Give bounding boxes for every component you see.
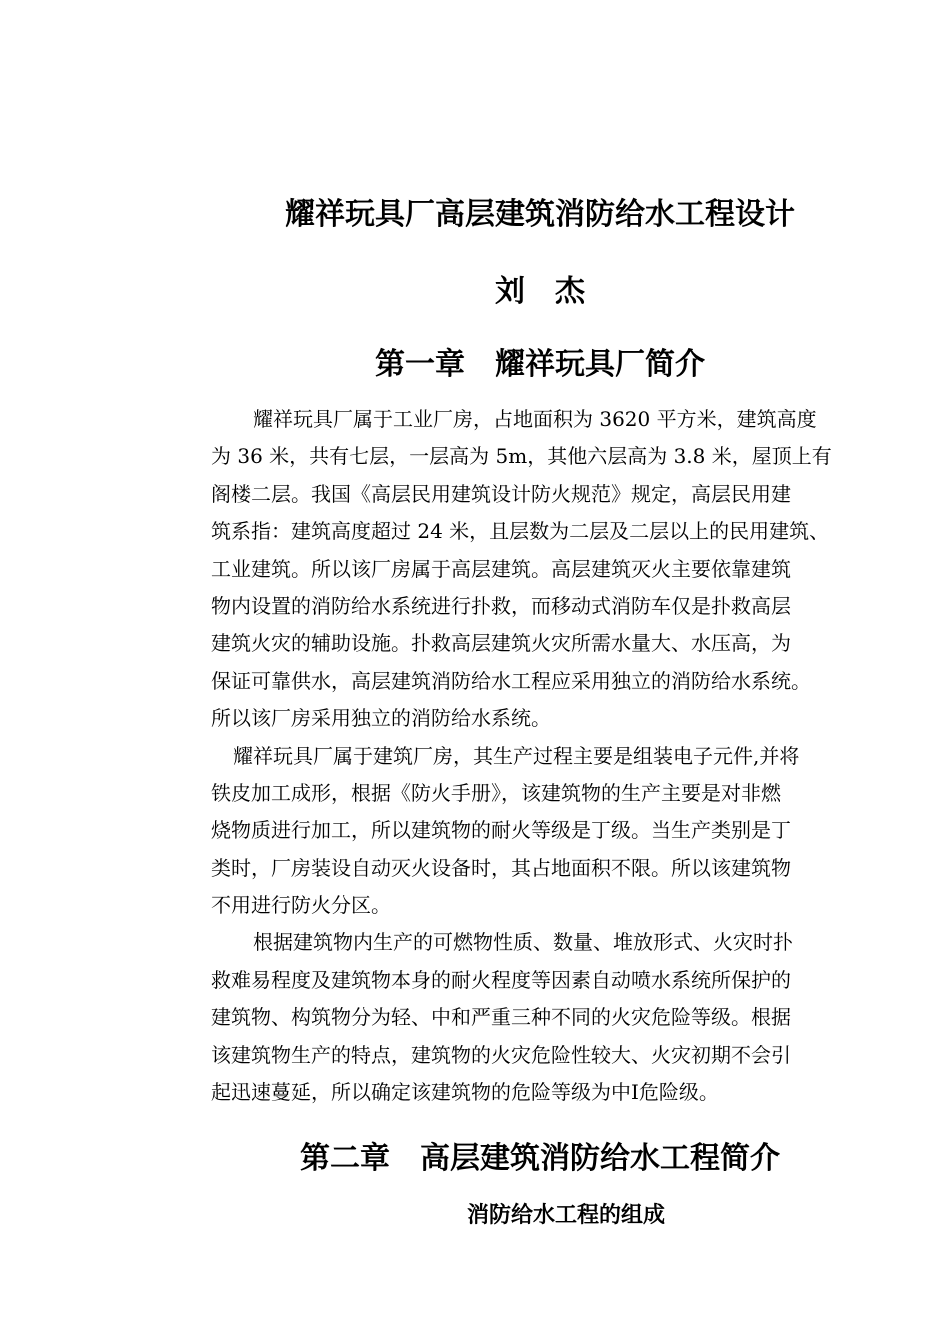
text-line: 建筑火灾的辅助设施。扑救高层建筑火灾所需水量大、水压高，为 [211, 631, 791, 656]
chapter-2-heading: 第二章 高层建筑消防给水工程简介 [300, 1141, 780, 1176]
text-line: 物内设置的消防给水系统进行扑救，而移动式消防车仅是扑救高层 [211, 593, 791, 618]
text-line: 不用进行防火分区。 [211, 893, 391, 918]
chapter-1-heading: 第一章 耀祥玩具厂简介 [375, 347, 705, 382]
text-line: 阁楼二层。我国《高层民用建筑设计防火规范》规定，高层民用建 [211, 481, 791, 506]
chapter-1-body [211, 401, 891, 1111]
text-line: 耀祥玩具厂属于工业厂房，占地面积为 3620 平方米，建筑高度 [253, 407, 817, 431]
text-line: 起迅速蔓延，所以确定该建筑物的危险等级为中Ⅰ危险级。 [211, 1080, 719, 1105]
text-line: 筑系指：建筑高度超过 24 米，且层数为二层及二层以上的民用建筑、 [211, 519, 830, 544]
author-name: 刘 杰 [495, 274, 585, 309]
text-line: 耀祥玩具厂属于建筑厂房，其生产过程主要是组装电子元件,并将 [233, 743, 800, 768]
text-line: 为 36 米，共有七层，一层高为 5m，其他六层高为 3.8 米，屋顶上有 [211, 444, 832, 469]
text-line: 该建筑物生产的特点，建筑物的火灾危险性较大、火灾初期不会引 [211, 1042, 791, 1067]
text-line: 保证可靠供水，高层建筑消防给水工程应采用独立的消防给水系统。 [211, 668, 811, 693]
text-line: 根据建筑物内生产的可燃物性质、数量、堆放形式、火灾时扑 [253, 930, 793, 955]
text-line: 类时，厂房装设自动灭火设备时，其占地面积不限。所以该建筑物 [211, 855, 791, 880]
text-line: 所以该厂房采用独立的消防给水系统。 [211, 706, 551, 731]
section-heading: 消防给水工程的组成 [466, 1202, 665, 1228]
text-line: 烧物质进行加工，所以建筑物的耐火等级是丁级。当生产类别是丁 [211, 818, 791, 843]
text-line: 救难易程度及建筑物本身的耐火程度等因素自动喷水系统所保护的 [211, 967, 791, 992]
document-title: 耀祥玩具厂高层建筑消防给水工程设计 [285, 197, 795, 232]
text-line: 工业建筑。所以该厂房属于高层建筑。高层建筑灭火主要依靠建筑 [211, 556, 791, 581]
text-line: 铁皮加工成形，根据《防火手册》，该建筑物的生产主要是对非燃 [211, 780, 781, 805]
text-line: 建筑物、构筑物分为轻、中和严重三种不同的火灾危险等级。根据 [211, 1005, 791, 1030]
